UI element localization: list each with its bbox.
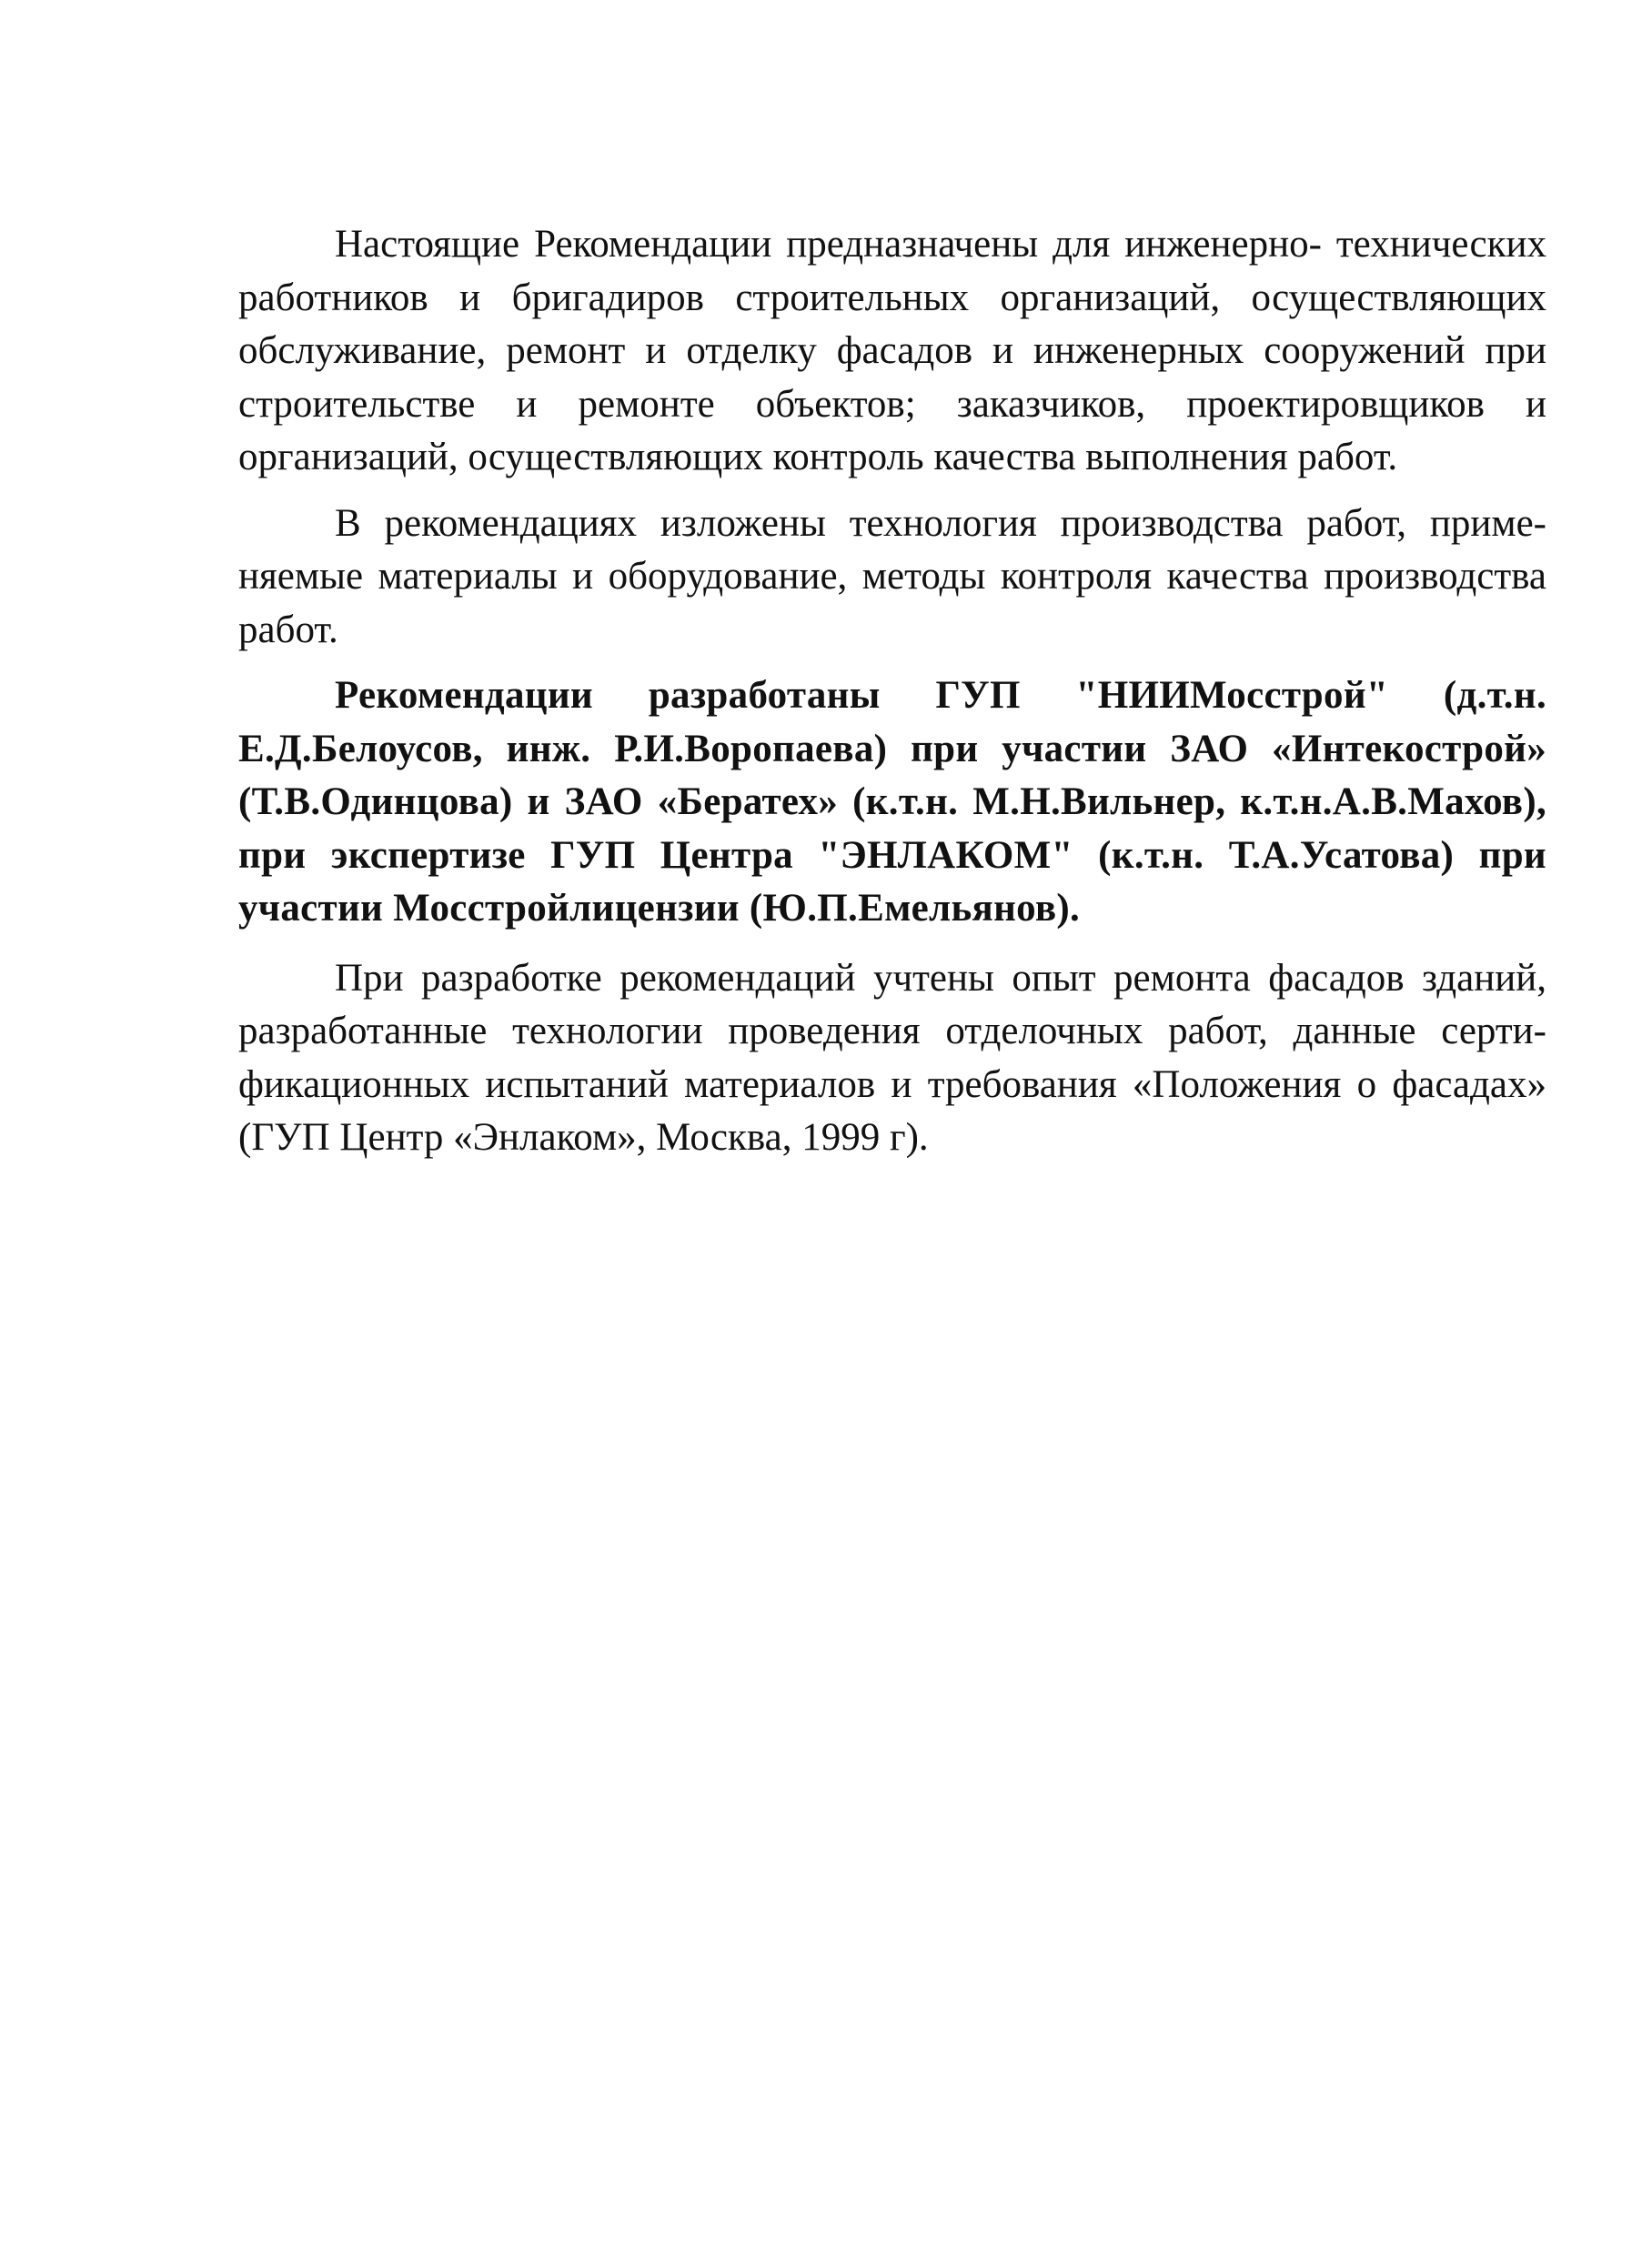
paragraph-sources: При разработке рекомендаций учтены опыт ремонта фасадов зданий, разработанные технологии проведения отделочных работ, данные сертификационных испытаний материалов и требования «Положения о фасадах» (ГУП Центр «Энлаком», Москва, 1999 г). <box>238 956 1546 1159</box>
paragraph-content: В рекомендациях изложены технология производства работ, применяемые материалы и оборудование, методы контроля качества производства работ. <box>238 501 1546 651</box>
paragraph-intro: Настоящие Рекомендации предназначены для инженерно- технических работников и бригадиров строительных организаций, осуществляющих обслуживание, ремонт и отделку фасадов и инженерных сооружений при строительстве и ремонте объектов; заказчиков, проектировщиков и организаций, осуществляющих контроль качества выполнения работ. <box>238 223 1546 478</box>
paragraph-authors: Рекомендации разработаны ГУП "НИИМосстрой" (д.т.н. Е.Д.Белоусов, инж. Р.И.Воропаева) при участии ЗАО «Интекострой» (Т.В.Одинцова) и ЗАО «Бератех» (к.т.н. М.Н.Вильнер, к.т.н.А.В.Махов), при экспертизе ГУП Центра "ЭНЛАКОМ" (к.т.н. Т.А.Усатова) при участии Мосстройлицензии (Ю.П.Емельянов). <box>238 674 1546 930</box>
document-body <box>238 218 1546 1178</box>
